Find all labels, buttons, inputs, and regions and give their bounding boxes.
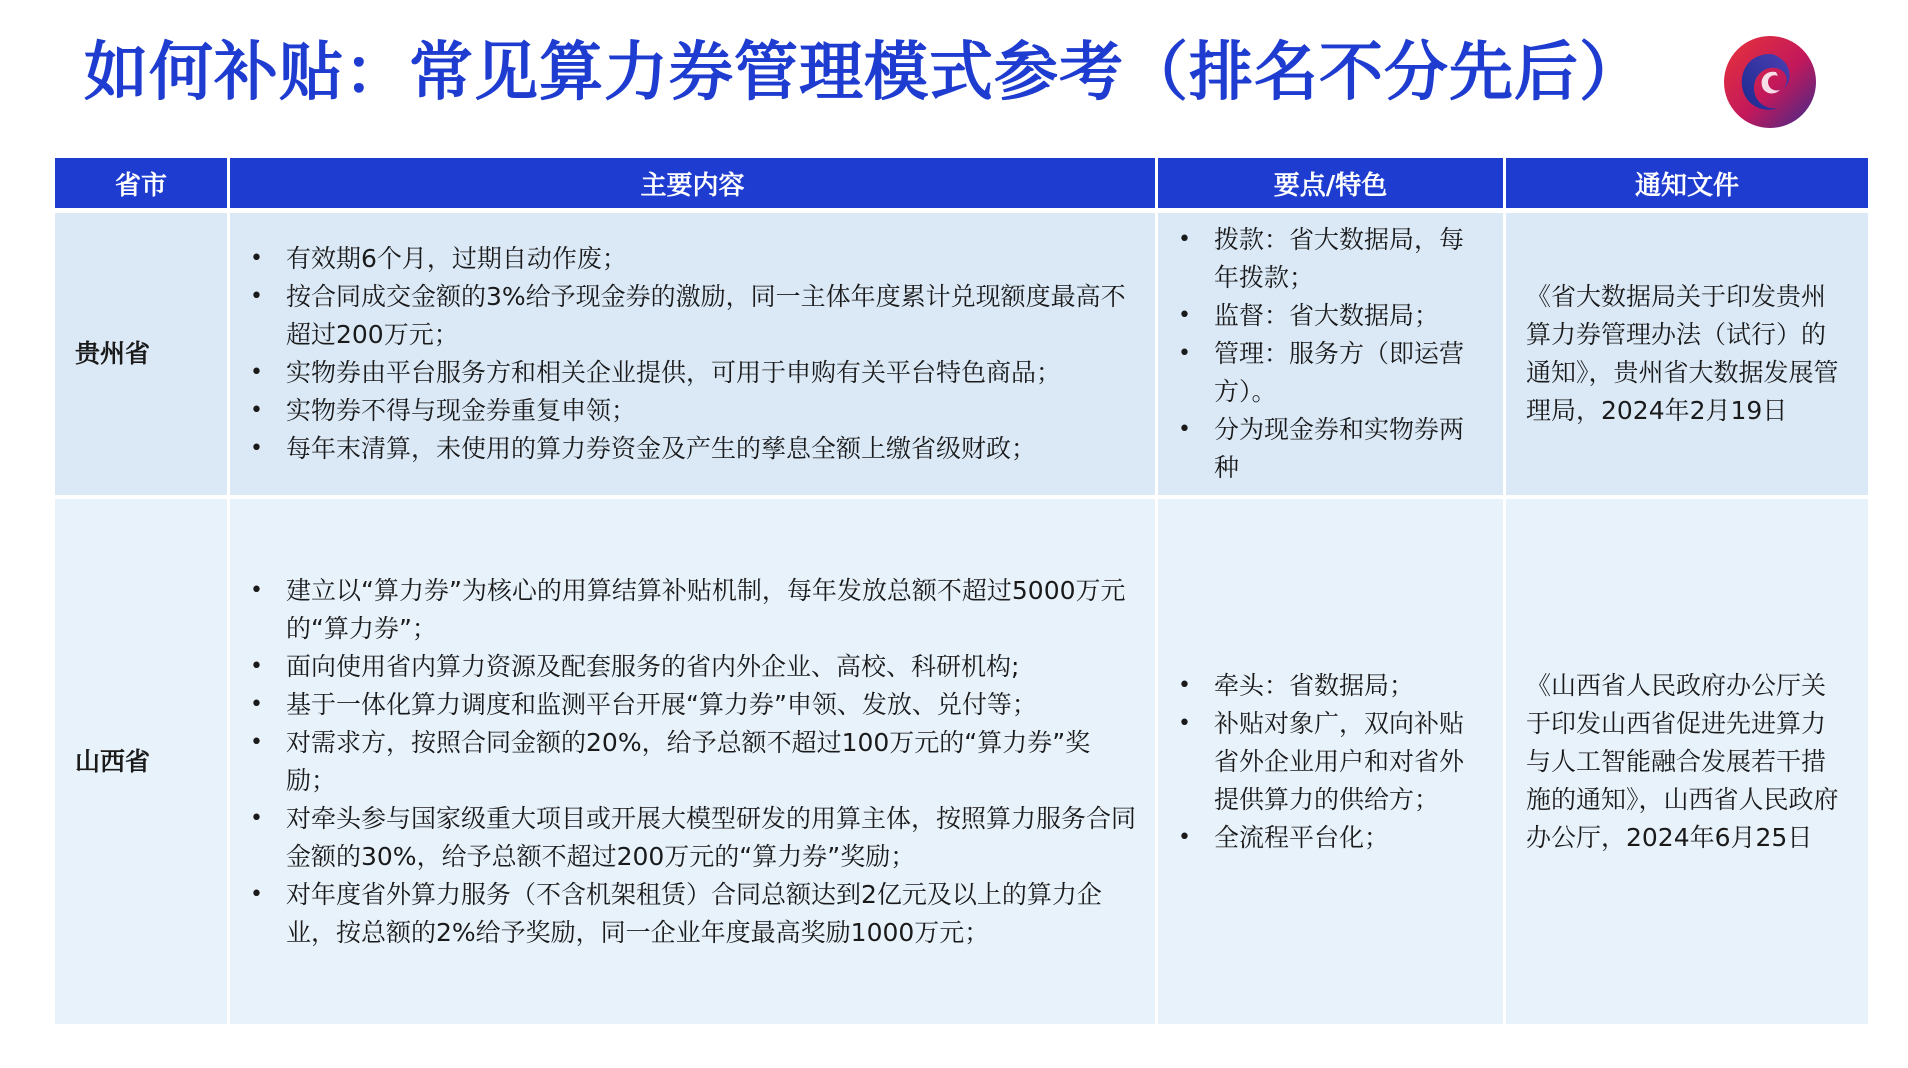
content-cell: [230, 213, 1155, 495]
list-item: • 面向使用省内算力资源及配套服务的省内外企业、高校、科研机构;: [280, 648, 1137, 686]
swirl-logo-icon: [1720, 32, 1820, 132]
list-item: • 实物券由平台服务方和相关企业提供，可用于申购有关平台特色商品；: [280, 354, 1137, 392]
table-row-shanxi: [55, 495, 1868, 1024]
list-item: • 每年末清算，未使用的算力券资金及产生的孳息全额上缴省级财政；: [280, 430, 1137, 468]
document-cell: 《山西省人民政府办公厅关于印发山西省促进先进算力与人工智能融合发展若干措施的通知》，山西省人民政府办公厅，2024年6月25日: [1506, 495, 1868, 1024]
list-item: • 管理：服务方（即运营方）。: [1208, 335, 1485, 411]
table-header-row: [55, 158, 1868, 213]
content-list: [250, 240, 1137, 468]
policy-table: [52, 158, 1871, 1024]
list-item: • 对需求方，按照合同金额的20%，给予总额不超过100万元的“算力券”奖励；: [280, 724, 1137, 800]
list-item: • 对年度省外算力服务（不含机架租赁）合同总额达到2亿元及以上的算力企业，按总额的2%给予奖励，同一企业年度最高奖励1000万元；: [280, 876, 1137, 952]
list-item: • 拨款：省大数据局，每年拨款；: [1208, 221, 1485, 297]
header-province: 省市: [55, 158, 227, 213]
list-item: • 基于一体化算力调度和监测平台开展“算力券”申领、发放、兑付等；: [280, 686, 1137, 724]
page-title: 如何补贴：常见算力券管理模式参考（排名不分先后）: [84, 36, 1644, 110]
features-list: [1178, 667, 1485, 857]
list-item: • 牵头：省数据局；: [1208, 667, 1485, 705]
header-features: 要点/特色: [1158, 158, 1503, 213]
list-item: • 对牵头参与国家级重大项目或开展大模型研发的用算主体，按照算力服务合同金额的30%，给予总额不超过200万元的“算力券”奖励；: [280, 800, 1137, 876]
list-item: • 监督：省大数据局；: [1208, 297, 1485, 335]
content-cell: [230, 495, 1155, 1024]
features-list: [1178, 221, 1485, 487]
province-cell: 贵州省: [55, 213, 227, 495]
document-cell: 《省大数据局关于印发贵州算力券管理办法（试行）的通知》，贵州省大数据发展管理局，2024年2月19日: [1506, 213, 1868, 495]
province-cell: 山西省: [55, 495, 227, 1024]
list-item: • 补贴对象广，双向补贴省外企业用户和对省外提供算力的供给方；: [1208, 705, 1485, 819]
features-cell: [1158, 495, 1503, 1024]
header-content: 主要内容: [230, 158, 1155, 213]
list-item: • 实物券不得与现金券重复申领；: [280, 392, 1137, 430]
list-item: • 有效期6个月，过期自动作废；: [280, 240, 1137, 278]
content-list: [250, 572, 1137, 952]
table-row-guizhou: [55, 213, 1868, 495]
list-item: • 按合同成交金额的3%给予现金券的激励，同一主体年度累计兑现额度最高不超过200万元；: [280, 278, 1137, 354]
header-document: 通知文件: [1506, 158, 1868, 213]
features-cell: [1158, 213, 1503, 495]
list-item: • 分为现金券和实物券两种: [1208, 411, 1485, 487]
list-item: • 建立以“算力券”为核心的用算结算补贴机制，每年发放总额不超过5000万元的“算力券”；: [280, 572, 1137, 648]
list-item: • 全流程平台化；: [1208, 819, 1485, 857]
